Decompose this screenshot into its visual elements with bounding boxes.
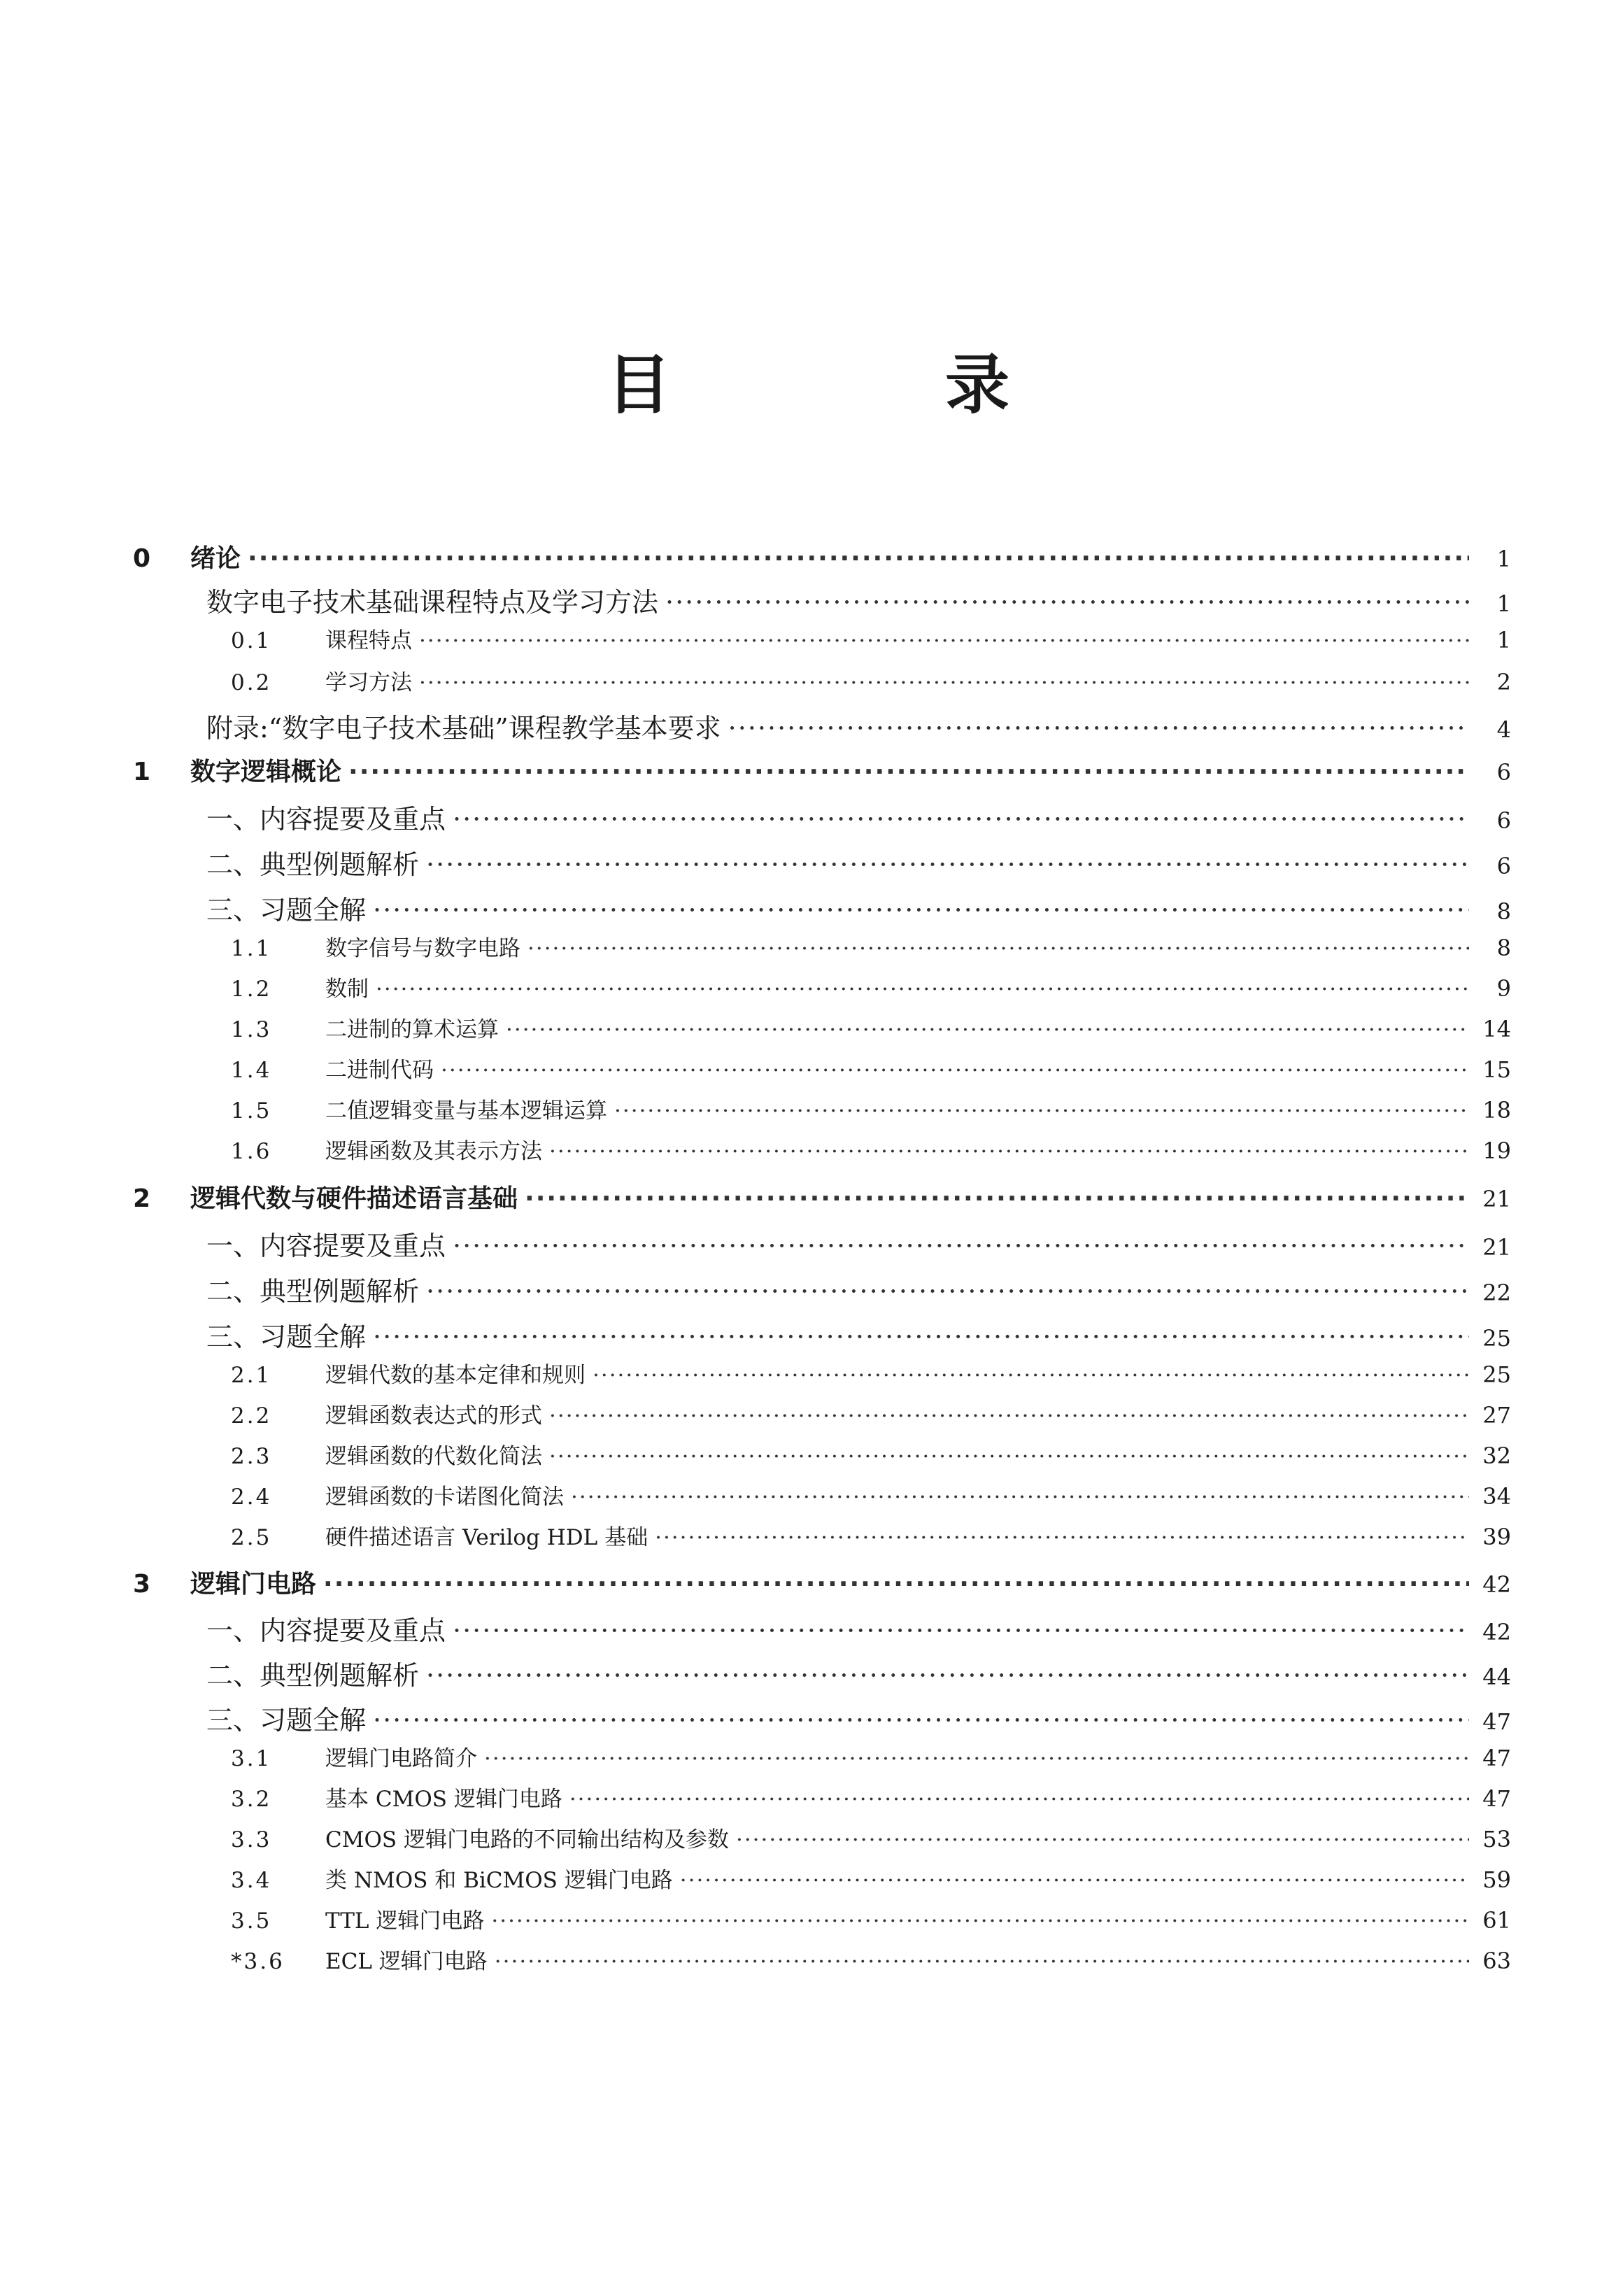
toc-subsection-entry[interactable] (231, 1903, 1511, 1934)
toc-subsection-entry[interactable] (231, 930, 1511, 962)
dot-leader (491, 1908, 1469, 1934)
toc-subsection-entry[interactable] (231, 1438, 1511, 1470)
toc-entry-page-number: 61 (1482, 1907, 1511, 1934)
toc-subsection-entry[interactable] (231, 1741, 1511, 1772)
toc-entry-number: 2.3 (231, 1444, 272, 1469)
toc-section-entry[interactable] (206, 1609, 1511, 1647)
toc-entry-title: 二值逻辑变量与基本逻辑运算 (325, 1098, 607, 1124)
toc-subsection-entry[interactable] (231, 1093, 1511, 1124)
dot-leader (323, 1570, 1469, 1599)
dot-leader (426, 1660, 1469, 1691)
toc-section-entry[interactable] (206, 1315, 1511, 1354)
dot-leader (426, 1276, 1469, 1307)
toc-entry-number: 3.2 (231, 1787, 272, 1812)
toc-entry-title: 一、内容提要及重点 (206, 1231, 446, 1261)
toc-entry-title: 二、典型例题解析 (206, 1276, 420, 1307)
toc-entry-number: 1.6 (231, 1139, 272, 1164)
dot-leader (495, 1949, 1469, 1974)
toc-entry-number: 0 (133, 544, 151, 573)
dot-leader (549, 1403, 1469, 1429)
dot-leader (453, 1615, 1469, 1646)
toc-entry-title: 逻辑函数的代数化简法 (325, 1444, 542, 1469)
toc-entry-title: 逻辑代数的基本定律和规则 (325, 1363, 586, 1388)
toc-entry-page-number: 44 (1482, 1664, 1511, 1690)
toc-section-entry[interactable] (206, 1224, 1511, 1263)
toc-entry-title: 三、习题全解 (206, 1321, 367, 1352)
toc-entry-page-number: 25 (1482, 1325, 1511, 1352)
toc-entry-number: 3 (133, 1570, 151, 1599)
toc-subsection-entry[interactable] (231, 623, 1511, 654)
toc-subsection-entry[interactable] (231, 1012, 1511, 1043)
dot-leader (680, 1868, 1469, 1893)
toc-entry-title: 二进制的算术运算 (325, 1017, 499, 1042)
dot-leader (569, 1787, 1469, 1812)
toc-entry-page-number: 47 (1482, 1785, 1511, 1812)
toc-entry-title: 学习方法 (325, 670, 412, 695)
toc-entry-number: 0.1 (231, 628, 272, 653)
toc-entry-title: 逻辑函数的卡诺图化简法 (325, 1484, 564, 1510)
toc-entry-number: 3.3 (231, 1827, 272, 1852)
toc-entry-number: 3.5 (231, 1908, 272, 1934)
toc-entry-title: 数字逻辑概论 (190, 758, 342, 786)
toc-subsection-entry[interactable] (231, 1862, 1511, 1894)
toc-entry-page-number: 27 (1482, 1402, 1511, 1429)
toc-entry-page-number: 39 (1482, 1524, 1511, 1550)
toc-entry-title: 硬件描述语言 Verilog HDL 基础 (325, 1525, 648, 1550)
toc-entry-number: 1.5 (231, 1098, 272, 1124)
toc-subsection-entry[interactable] (231, 971, 1511, 1002)
toc-entry-title: 一、内容提要及重点 (206, 804, 446, 835)
toc-subsection-entry[interactable] (231, 1781, 1511, 1813)
toc-section-entry[interactable] (206, 707, 1511, 745)
toc-entry-title: 数字电子技术基础课程特点及学习方法 (206, 587, 659, 618)
toc-entry-page-number: 34 (1482, 1483, 1511, 1510)
toc-entry-title: 数字信号与数字电路 (325, 936, 520, 961)
toc-entry-number: 3.4 (231, 1868, 272, 1893)
dot-leader (728, 713, 1469, 744)
toc-entry-page-number: 9 (1496, 975, 1511, 1002)
dot-leader (376, 977, 1469, 1002)
dot-leader (373, 895, 1469, 926)
toc-entry-page-number: 1 (1496, 546, 1511, 572)
dot-leader (441, 1058, 1469, 1083)
toc-section-entry[interactable] (206, 1654, 1511, 1692)
toc-entry-page-number: 25 (1482, 1361, 1511, 1388)
dot-leader (453, 804, 1469, 835)
toc-entry-page-number: 4 (1496, 716, 1511, 743)
toc-entry-page-number: 22 (1482, 1280, 1511, 1306)
toc-subsection-entry[interactable] (231, 665, 1511, 696)
toc-subsection-entry[interactable] (231, 1357, 1511, 1389)
dot-leader (248, 544, 1469, 573)
toc-entry-page-number: 6 (1496, 759, 1511, 786)
toc-entry-title: 逻辑代数与硬件描述语言基础 (190, 1184, 518, 1213)
dot-leader (665, 587, 1469, 618)
toc-entry-number: 1.4 (231, 1058, 272, 1083)
toc-subsection-entry[interactable] (231, 1519, 1511, 1551)
toc-entry-number: 2.5 (231, 1525, 272, 1550)
toc-entry-page-number: 18 (1482, 1097, 1511, 1124)
toc-entry-page-number: 14 (1482, 1016, 1511, 1042)
toc-entry-page-number: 47 (1482, 1745, 1511, 1771)
toc-entry-title: 二、典型例题解析 (206, 849, 420, 880)
toc-chapter-entry[interactable] (133, 539, 1511, 574)
toc-entry-page-number: 32 (1482, 1443, 1511, 1469)
toc-entry-page-number: 8 (1496, 898, 1511, 925)
dot-leader (373, 1705, 1469, 1736)
toc-entry-number: 0.2 (231, 670, 272, 695)
toc-entry-page-number: 6 (1496, 853, 1511, 879)
dot-leader (527, 936, 1469, 961)
toc-entry-title: 三、习题全解 (206, 1705, 367, 1736)
toc-entry-title: 绪论 (190, 544, 241, 573)
toc-entry-title: 课程特点 (325, 628, 412, 653)
toc-entry-page-number: 1 (1496, 627, 1511, 653)
dot-leader (484, 1746, 1469, 1771)
dot-leader (736, 1827, 1469, 1852)
toc-section-entry[interactable] (206, 1270, 1511, 1308)
toc-entry-page-number: 6 (1496, 807, 1511, 834)
dot-leader (419, 670, 1469, 695)
dot-leader (549, 1139, 1469, 1164)
toc-entry-page-number: 42 (1482, 1619, 1511, 1645)
toc-entry-title: 类 NMOS 和 BiCMOS 逻辑门电路 (325, 1868, 673, 1893)
page-title: 目 录 (606, 348, 1136, 423)
toc-entry-page-number: 53 (1482, 1826, 1511, 1852)
dot-leader (525, 1184, 1469, 1213)
toc-section-entry[interactable] (206, 581, 1511, 619)
toc-entry-page-number: 63 (1482, 1948, 1511, 1974)
toc-entry-page-number: 47 (1482, 1708, 1511, 1735)
toc-entry-number: 1.1 (231, 936, 272, 961)
toc-entry-title: TTL 逻辑门电路 (325, 1908, 485, 1934)
toc-subsection-entry[interactable] (231, 1133, 1511, 1165)
toc-entry-page-number: 59 (1482, 1866, 1511, 1893)
toc-entry-title: 附录:“数字电子技术基础”课程教学基本要求 (206, 713, 721, 744)
dot-leader (593, 1363, 1469, 1388)
toc-chapter-entry[interactable] (133, 1179, 1511, 1214)
toc-entry-title: 二、典型例题解析 (206, 1660, 420, 1691)
toc-entry-page-number: 1 (1496, 590, 1511, 617)
toc-subsection-entry[interactable] (231, 1052, 1511, 1084)
toc-subsection-entry[interactable] (231, 1822, 1511, 1853)
toc-section-entry[interactable] (206, 798, 1511, 836)
toc-entry-number: *3.6 (231, 1949, 285, 1974)
toc-entry-page-number: 21 (1482, 1186, 1511, 1212)
toc-entry-title: 逻辑门电路 (190, 1570, 317, 1599)
toc-entry-number: 2.4 (231, 1484, 272, 1510)
toc-section-entry[interactable] (206, 1699, 1511, 1737)
dot-leader (549, 1444, 1469, 1469)
toc-entry-title: 逻辑函数表达式的形式 (325, 1403, 542, 1429)
dot-leader (348, 758, 1469, 786)
dot-leader (614, 1098, 1469, 1124)
toc-entry-page-number: 42 (1482, 1571, 1511, 1598)
toc-entry-page-number: 19 (1482, 1138, 1511, 1164)
toc-entry-page-number: 2 (1496, 669, 1511, 695)
toc-subsection-entry[interactable] (231, 1479, 1511, 1510)
dot-leader (571, 1484, 1469, 1510)
toc-entry-page-number: 8 (1496, 935, 1511, 961)
toc-entry-title: 逻辑门电路简介 (325, 1746, 477, 1771)
toc-entry-title: 基本 CMOS 逻辑门电路 (325, 1787, 562, 1812)
toc-entry-title: ECL 逻辑门电路 (325, 1949, 488, 1974)
toc-section-entry[interactable] (206, 888, 1511, 927)
toc-entry-title: 三、习题全解 (206, 895, 367, 926)
dot-leader (426, 849, 1469, 880)
toc-chapter-entry[interactable] (133, 752, 1511, 788)
toc-entry-title: 二进制代码 (325, 1058, 434, 1083)
toc-entry-page-number: 21 (1482, 1234, 1511, 1261)
toc-subsection-entry[interactable] (231, 1398, 1511, 1429)
dot-leader (506, 1017, 1469, 1042)
toc-entry-title: 逻辑函数及其表示方法 (325, 1139, 542, 1164)
toc-entry-title: 数制 (325, 977, 369, 1002)
toc-entry-number: 2.1 (231, 1363, 272, 1388)
toc-entry-title: 一、内容提要及重点 (206, 1615, 446, 1646)
dot-leader (373, 1321, 1469, 1352)
toc-entry-title: CMOS 逻辑门电路的不同输出结构及参数 (325, 1827, 729, 1852)
toc-entry-number: 1.2 (231, 977, 272, 1002)
toc-section-entry[interactable] (206, 843, 1511, 881)
toc-entry-number: 1 (133, 758, 151, 786)
dot-leader (419, 628, 1469, 653)
toc-entry-number: 1.3 (231, 1017, 272, 1042)
toc-entry-page-number: 15 (1482, 1056, 1511, 1083)
toc-subsection-entry[interactable] (231, 1943, 1511, 1975)
toc-entry-number: 2.2 (231, 1403, 272, 1429)
toc-entry-number: 3.1 (231, 1746, 272, 1771)
toc-chapter-entry[interactable] (133, 1564, 1511, 1600)
dot-leader (453, 1231, 1469, 1261)
toc-entry-number: 2 (133, 1184, 151, 1213)
dot-leader (655, 1525, 1469, 1550)
